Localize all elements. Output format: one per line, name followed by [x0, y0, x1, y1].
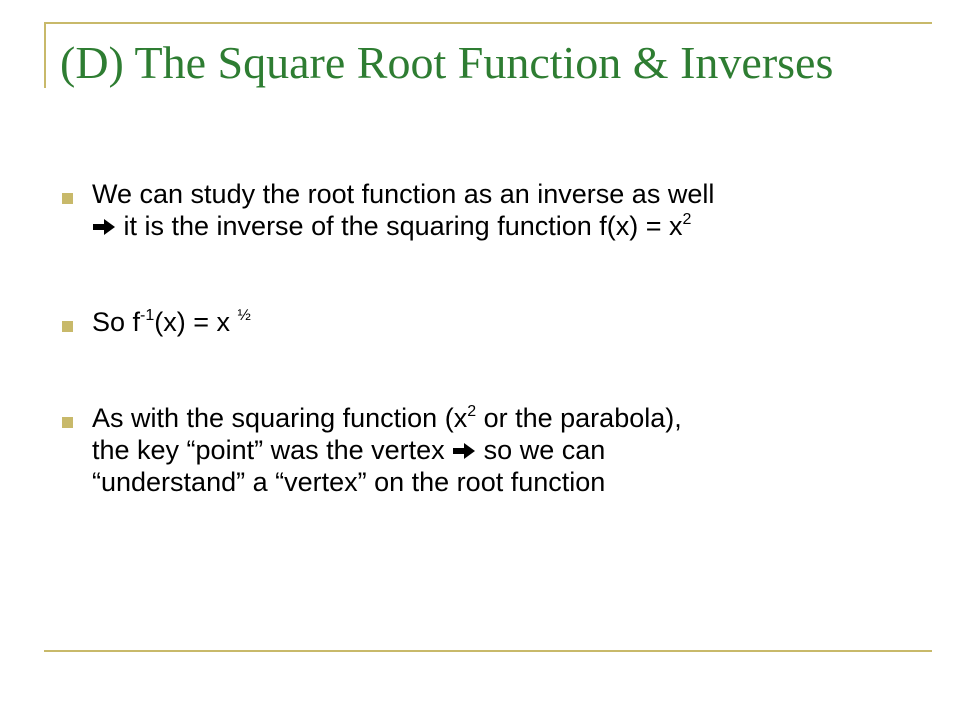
slide-title: (D) The Square Root Function & Inverses — [60, 37, 834, 88]
bullet-item-vertex — [62, 402, 902, 498]
bullet-square-icon — [62, 193, 73, 204]
top-rule — [44, 22, 932, 24]
bullet3-part-c: or the parabola), — [476, 403, 682, 433]
left-rule — [44, 22, 46, 88]
bullet2-mid: (x) = x — [154, 307, 238, 337]
bullet2-pre: So f — [92, 307, 141, 337]
bottom-rule — [44, 650, 932, 652]
bullet-square-icon — [62, 321, 73, 332]
arrow-right-icon — [452, 442, 476, 460]
bullet3-exponent: 2 — [467, 403, 477, 420]
bullet2-half-exponent: ½ — [237, 307, 251, 324]
bullet3-part-e: so we can — [476, 435, 606, 465]
bullet3-part-f: “understand” a “vertex” on the root function — [92, 467, 606, 497]
bullet-square-icon — [62, 417, 73, 428]
arrow-right-icon — [92, 218, 116, 236]
bullet3-part-d: the key “point” was the vertex — [92, 435, 453, 465]
bullet-item-formula — [62, 306, 902, 338]
bullet1-line1: We can study the root function as an inverse as well — [92, 179, 715, 209]
bullet-list — [62, 178, 902, 498]
bullet1-exponent: 2 — [682, 211, 692, 228]
bullet-item-inverse — [62, 178, 902, 242]
bullet3-part-a: As with the squaring function (x — [92, 403, 468, 433]
bullet1-line2: it is the inverse of the squaring function f(x) = x — [116, 211, 683, 241]
bullet2-inverse-exponent: -1 — [140, 307, 155, 324]
